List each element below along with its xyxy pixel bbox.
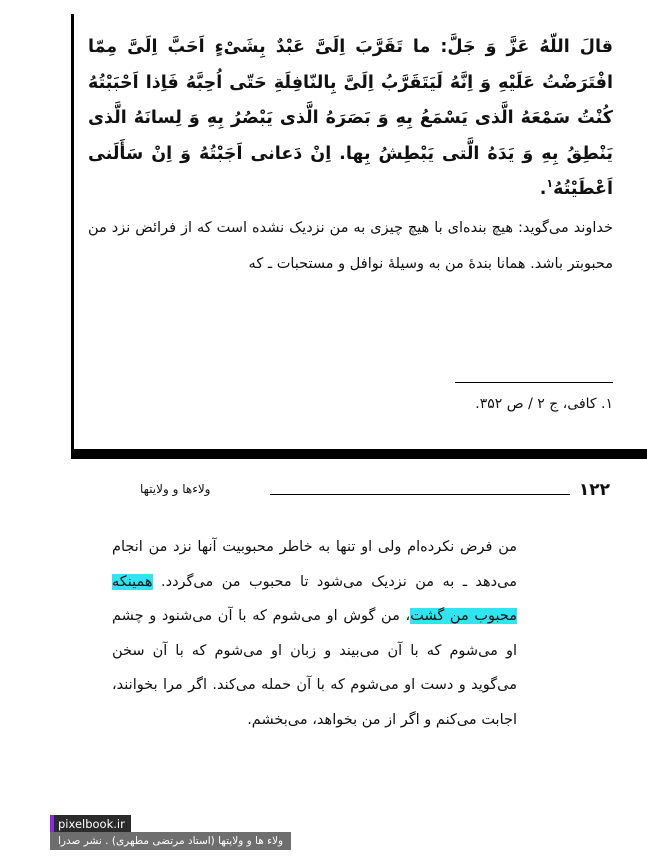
watermark-brand: pixelbook.ir (50, 815, 131, 833)
arabic-hadith-end: . (539, 179, 547, 199)
page-edge-vertical (71, 14, 74, 459)
footnote-marker: ۱ (546, 177, 554, 191)
body-text-end: ، من گوش او می‌شوم که با آن می‌شنود و چشم او می‌شوم که با آن می‌بیند و زبان او می‌شوم که با آن سخن می‌گوید و دست او می‌شوم که با آن حمله می‌کند. اگر مرا بخوانند، اجابت می‌کنم و اگر از من بخواهد، می‌بخشم. (112, 608, 517, 728)
running-title: ولاءها و ولایتها (140, 482, 211, 496)
page-header (140, 480, 610, 504)
body-text-start: من فرض نکرده‌ام ولی او تنها به خاطر محبوبیت آنها نزد من انجام می‌دهد ـ به من نزدیک می‌شود تا محبوب من می‌گردد. (112, 539, 517, 590)
highlighted-phrase[interactable]: همینکه محبوب من گشت (112, 573, 517, 624)
arabic-hadith-text: قالَ اللّهُ عَزَّ وَ جَلَّ: ما تَقَرَّبَ اِلَىَّ عَبْدٌ بِشَیْءٍ اَحَبَّ اِلَىَّ مِمّا افْتَرَضْتُ عَلَیْهِ وَ اِنَّهُ لَیَتَقَرَّبُ اِلَىَّ بِالنّافِلَةِ حَتّی اُحِبَّهُ فَاِذا اَحْبَبْتُهُ کُنْتُ سَمْعَهُ الَّذی یَسْمَعُ بِهِ وَ بَصَرَهُ الَّذی یَبْصُرُ بِهِ وَ لِسانَهُ الَّذی یَنْطِقُ بِهِ وَ یَدَهُ الَّتی یَبْطِشُ بِها. اِنْ دَعانی اَجَبْتُهُ وَ اِنْ سَأَلَنی اَعْطَیْتُهُ (88, 37, 613, 199)
footnote: ۱. کافی، ج ۲ / ص ۳۵۲. (475, 396, 613, 412)
footnote-divider (455, 382, 613, 383)
page-number: ۱۲۲ (578, 480, 610, 500)
persian-translation: خداوند می‌گوید: هیچ بنده‌ای با هیچ چیزی به من نزدیک نشده است که از فرائض نزد من محبوبتر باشد. همانا بندهٔ من به وسیلهٔ نوافل و مستحبات ـ که (88, 219, 613, 272)
page-separator-band (71, 449, 647, 459)
watermark-caption: ولاء ها و ولایتها (استاد مرتضی مطهری) . نشر صدرا (50, 832, 291, 850)
bottom-page (112, 530, 517, 737)
top-page (88, 14, 613, 444)
header-rule (270, 494, 570, 495)
body-paragraph (112, 530, 517, 737)
arabic-hadith (88, 30, 613, 208)
